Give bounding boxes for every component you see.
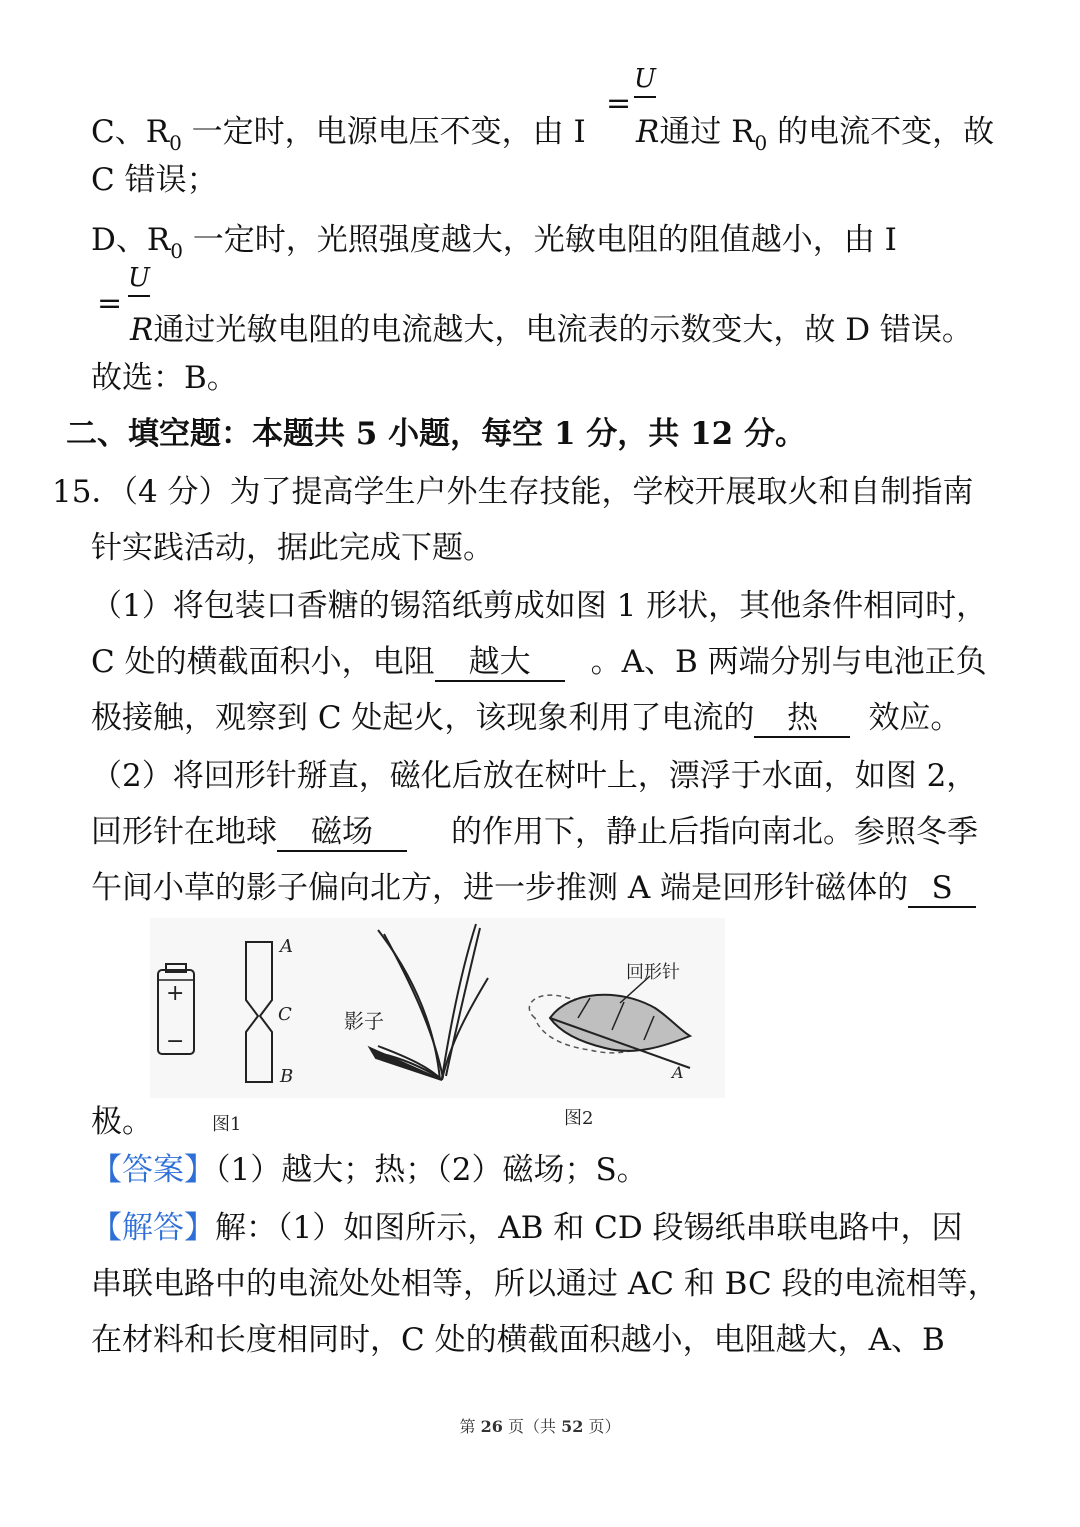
footer-text: 页） (583, 1417, 621, 1436)
option-c-line (91, 112, 586, 155)
answer-line (91, 1150, 648, 1190)
answer-blank-2: 热 (754, 700, 850, 738)
part-2-line-4: 极。 (91, 1104, 153, 1140)
part-2-text: 的作用下，静止后指向南北。参照冬季 (451, 814, 978, 850)
answer-text: （1）越大；热；（2）磁场；S。 (215, 1152, 648, 1188)
part-1-text: C 处的横截面积小，电阻 (91, 644, 435, 680)
footer-text: 第 (459, 1417, 481, 1436)
part-2-line-3 (91, 868, 976, 908)
option-d-line-2 (130, 310, 973, 350)
part-2-line-1: （2）将回形针掰直，磁化后放在树叶上，漂浮于水面，如图 2， (91, 758, 978, 794)
answer-blank-4: S (908, 870, 976, 908)
analysis-line-2: 串联电路中的电流处处相等，所以通过 AC 和 BC 段的电流相等， (91, 1266, 999, 1302)
equals-sign: = (606, 86, 632, 121)
option-d-prefix: D、R (91, 222, 171, 258)
label-c: C (278, 1004, 292, 1025)
subscript: 0 (169, 131, 182, 155)
analysis-text: 解：（1）如图所示，AB 和 CD 段锡纸串联电路中，因 (215, 1210, 963, 1246)
part-1-text: 效应。 (868, 700, 962, 736)
option-c-line-2: C 错误； (91, 162, 218, 198)
answer-blank-3: 磁场 (277, 814, 407, 852)
part-1-text: 。A、B 两端分别与电池正负 (590, 644, 987, 680)
fraction-bar (128, 295, 150, 297)
figure-svg (150, 918, 725, 1098)
figure-area (150, 918, 725, 1098)
part-1-line-3 (91, 698, 961, 738)
clip-label: 回形针 (626, 962, 680, 983)
figure-1-caption: 图1 (212, 1114, 242, 1135)
fraction-u-over-r-d (128, 263, 150, 299)
shadow-label: 影子 (344, 1009, 384, 1033)
question-15-line-2: 针实践活动，据此完成下题。 (91, 530, 494, 566)
fraction-denominator: R (130, 312, 154, 348)
fraction-denominator: R (636, 114, 660, 150)
option-c-suffix: 通过 R (659, 114, 755, 150)
footer-text: 页（共 (502, 1417, 562, 1436)
part-2-text: 午间小草的影子偏向北方，进一步推测 A 端是回形针磁体的 (91, 870, 909, 906)
option-c-end: 的电流不变，故 (767, 114, 995, 150)
option-d-line (91, 220, 897, 263)
equals-sign: = (97, 286, 123, 321)
label-b: B (280, 1066, 294, 1087)
analysis-line-3: 在材料和长度相同时，C 处的横截面积越小，电阻越大，A、B (91, 1322, 945, 1358)
total-pages: 52 (561, 1417, 584, 1436)
page-footer (0, 1414, 1080, 1437)
label-a: A (280, 936, 293, 957)
grass-icon (344, 924, 488, 1080)
option-c-line-end (636, 112, 994, 155)
analysis-line-1 (91, 1208, 963, 1248)
option-c-mid: 一定时，电源电压不变，由 I (181, 114, 586, 150)
minus-label: − (166, 1029, 185, 1054)
part-1-line-1: （1）将包装口香糖的锡箔纸剪成如图 1 形状，其他条件相同时， (91, 588, 988, 624)
fraction-bar (634, 96, 656, 98)
leaf-icon (529, 962, 690, 1082)
option-c-prefix: C、R (91, 114, 170, 150)
question-15-line-1: 15．（4 分）为了提高学生户外生存技能，学校开展取火和自制指南 (52, 474, 974, 510)
figure-2-caption: 图2 (564, 1108, 594, 1129)
answer-blank-1: 越大 (435, 644, 565, 682)
fraction-numerator: U (128, 263, 150, 293)
foil-strip-icon (246, 936, 293, 1087)
section-title: 二、填空题：本题共 5 小题，每空 1 分，共 12 分。 (66, 416, 807, 452)
part-2-line-2 (91, 812, 978, 852)
label-a2: A (672, 1063, 684, 1082)
part-2-text: 回形针在地球 (91, 814, 277, 850)
fraction-u-over-r-c (634, 64, 656, 100)
page-number: 26 (480, 1417, 503, 1436)
choose-line: 故选：B。 (91, 360, 238, 396)
analysis-tag: 【解答】 (91, 1210, 215, 1246)
option-d-text: 通过光敏电阻的电流越大，电流表的示数变大，故 D 错误。 (153, 312, 973, 348)
fraction-numerator: U (634, 64, 656, 94)
part-1-text: 极接触，观察到 C 处起火，该现象利用了电流的 (91, 700, 755, 736)
subscript: 0 (170, 239, 183, 263)
subscript: 0 (754, 131, 768, 155)
part-1-line-2 (91, 642, 987, 682)
answer-tag: 【答案】 (91, 1152, 215, 1188)
plus-label: + (166, 981, 185, 1006)
option-d-rest: 一定时，光照强度越大，光敏电阻的阻值越小，由 I (182, 222, 897, 258)
battery-icon (158, 964, 194, 1054)
